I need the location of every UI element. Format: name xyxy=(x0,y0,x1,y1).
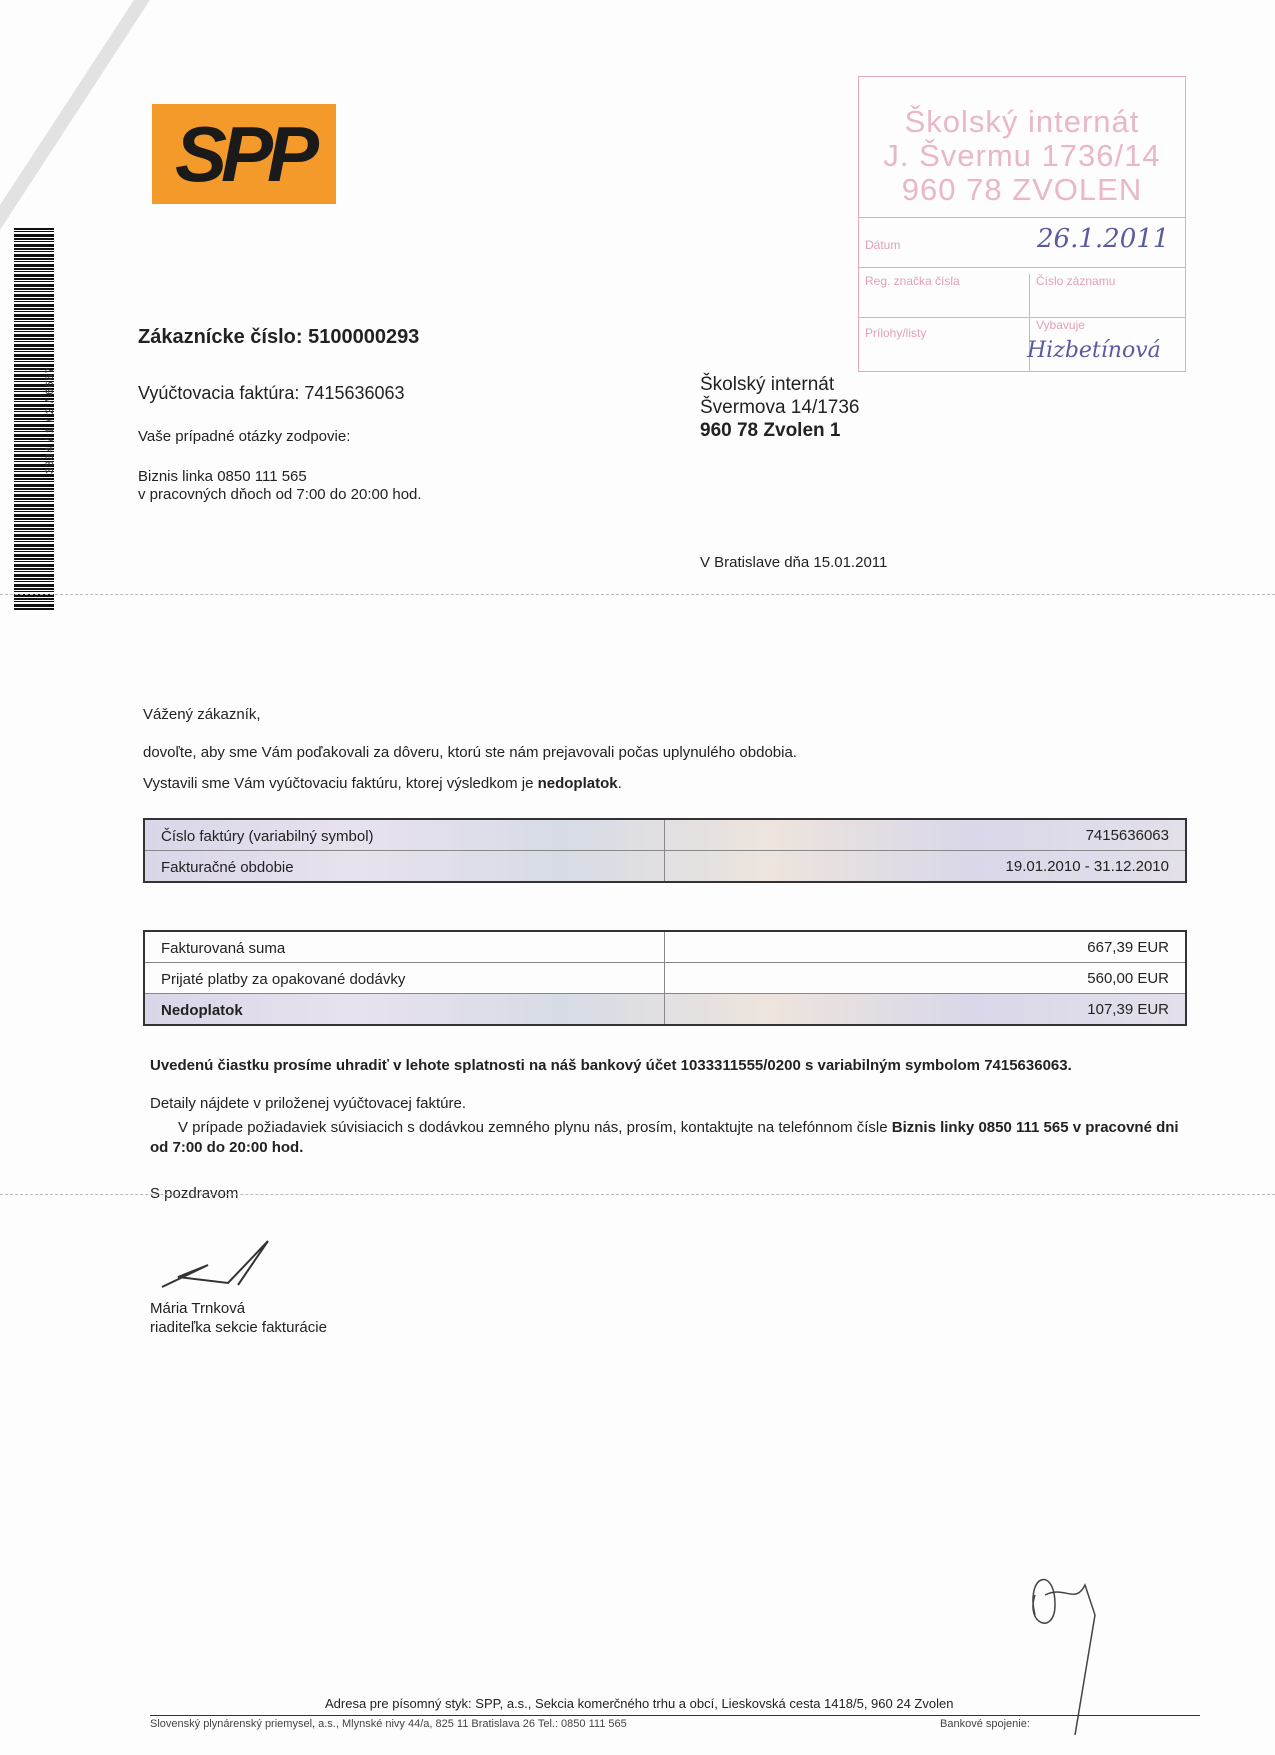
table2-value-2: 107,39 EUR xyxy=(1087,1001,1169,1018)
invoice-number: Vyúčtovacia faktúra: 7415636063 xyxy=(138,383,405,403)
stamp-handler-value: Hizbetínová xyxy=(1027,338,1161,363)
hotline: Biznis linka 0850 111 565 xyxy=(138,468,307,485)
invoice-info-table xyxy=(143,818,1187,883)
table1-label-0: Číslo faktúry (variabilný symbol) xyxy=(145,820,665,850)
table1-value-0: 7415636063 xyxy=(1085,827,1169,844)
spp-logo xyxy=(152,104,336,204)
table2-label-0: Fakturovaná suma xyxy=(145,932,665,962)
footer-rule xyxy=(150,1715,1200,1716)
barcode-number: 3334 / 1 / 2 / 6667 xyxy=(44,366,56,474)
recipient-name: Školský internát xyxy=(700,374,835,395)
table2-label-1: Prijaté platby za opakované dodávky xyxy=(145,963,665,993)
letter-p2-start: Vystavili sme Vám vyúčtovaciu faktúru, ktorej výsledkom je xyxy=(143,775,538,792)
table-row xyxy=(145,932,1185,963)
stamp-line-1: Školský internát xyxy=(904,104,1140,139)
recipient-city: 960 78 Zvolen 1 xyxy=(700,420,841,441)
stamp-date-row xyxy=(859,217,1185,268)
footer-company: Slovenský plynárenský priemysel, a.s., Mlynské nivy 44/a, 825 11 Bratislava 26 Tel.: 0850 111 565 xyxy=(150,1718,627,1730)
stamp-line-2: J. Švermu 1736/14 xyxy=(883,138,1161,173)
stamp-date-label: Dátum xyxy=(865,238,901,252)
table-row xyxy=(145,820,1185,851)
signer-name: Mária Trnková xyxy=(150,1300,246,1317)
stamp-handler-label: Vybavuje xyxy=(1029,318,1085,372)
folded-corner-inner xyxy=(0,0,134,205)
table2-value-0: 667,39 EUR xyxy=(1087,939,1169,956)
stamp-reg-row xyxy=(859,267,1185,318)
salutation: Vážený zákazník, xyxy=(143,706,261,723)
letter-paragraph-2 xyxy=(143,775,622,792)
payment-instruction: Uvedenú čiastku prosíme uhradiť v lehote splatnosti na náš bankový účet 1033311555/0200 s variabilným symbolom 7415636063. xyxy=(150,1057,1072,1074)
contact-start: V prípade požiadaviek súvisiacich s dodávkou zemného plynu nás, prosím, kontaktujte na telefónnom čísle xyxy=(178,1119,892,1136)
receipt-stamp xyxy=(858,76,1186,372)
letter-paragraph-1: dovoľte, aby sme Vám poďakovali za dôveru, ktorú ste nám prejavovali počas uplynulého obdobia. xyxy=(143,744,797,761)
questions-label: Vaše prípadné otázky zodpovie: xyxy=(138,428,351,445)
footer-address: Adresa pre písomný styk: SPP, a.s., Sekcia komerčného trhu a obcí, Lieskovská cesta 1418/5, 960 24 Zvolen xyxy=(325,1696,954,1711)
payment-details: Detaily nájdete v priloženej vyúčtovacej faktúre. xyxy=(150,1095,466,1112)
hotline-hours: v pracovných dňoch od 7:00 do 20:00 hod. xyxy=(138,486,422,503)
recipient-address xyxy=(700,373,860,442)
amounts-table xyxy=(143,930,1187,1026)
closing-greeting: S pozdravom xyxy=(150,1185,239,1202)
stamp-attachments-label: Prílohy/listy xyxy=(865,326,927,340)
recipient-street: Švermova 14/1736 xyxy=(700,397,860,418)
table-row xyxy=(145,851,1185,881)
handwritten-initials xyxy=(1015,1555,1125,1745)
table1-label-1: Fakturačné obdobie xyxy=(145,851,665,881)
stamp-reg-label: Reg. značka čísla xyxy=(865,274,960,288)
footer-bank: Bankové spojenie: xyxy=(940,1718,1030,1730)
signature xyxy=(158,1235,288,1295)
table2-label-2: Nedoplatok xyxy=(145,994,665,1024)
table1-value-1: 19.01.2010 - 31.12.2010 xyxy=(1005,858,1169,875)
table-row xyxy=(145,963,1185,994)
stamp-record-label: Číslo záznamu xyxy=(1029,274,1115,318)
fold-line-2 xyxy=(0,1194,1275,1195)
logo-text: SPP xyxy=(174,110,314,198)
contact-bold: Biznis linky 0850 111 565 v pracovné dni od 7:00 do 20:00 hod. xyxy=(150,1119,1179,1156)
table2-value-1: 560,00 EUR xyxy=(1087,970,1169,987)
table-row xyxy=(145,994,1185,1024)
letter-p2-end: . xyxy=(617,775,622,792)
customer-number: Zákaznícke číslo: 5100000293 xyxy=(138,326,420,348)
letter-p2-bold: nedoplatok xyxy=(537,775,618,792)
signer-role: riaditeľka sekcie fakturácie xyxy=(150,1319,327,1336)
contact-paragraph xyxy=(150,1118,1190,1158)
stamp-attachments-row xyxy=(859,317,1185,372)
fold-line xyxy=(0,594,1275,595)
stamp-line-3: 960 78 ZVOLEN xyxy=(901,172,1143,207)
stamp-date-value: 26.1.2011 xyxy=(1037,224,1170,254)
place-date: V Bratislave dňa 15.01.2011 xyxy=(700,554,888,571)
